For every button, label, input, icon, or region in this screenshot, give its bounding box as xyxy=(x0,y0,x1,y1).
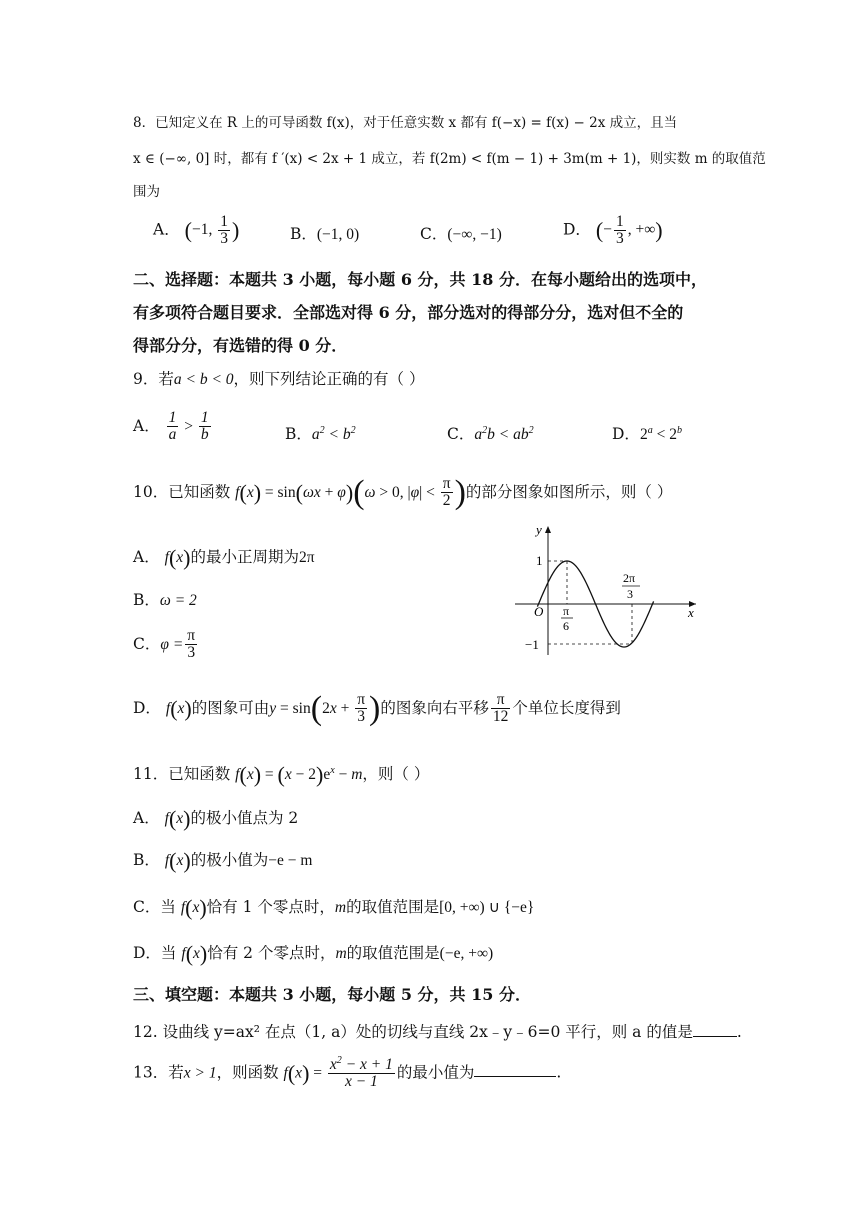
q9-option-b-label: B． xyxy=(285,425,312,443)
tick-2pi3-num: 2π xyxy=(623,571,636,585)
q11-option-c-value: [0, +∞) ∪ {−e} xyxy=(439,899,535,916)
q8-option-d: D． (− $\frac{1}{3}$ , +∞) xyxy=(563,213,663,248)
q11-option-a: A． f(x)的极小值点为 2 xyxy=(133,806,299,831)
q10-option-c-prefix: φ = xyxy=(160,635,184,653)
q11-stem: 11．已知函数 $f(x) = (x - 2)e^x - m$，则（ ） xyxy=(133,762,430,787)
q10-option-d-text2: 的图象向右平移 xyxy=(380,698,489,717)
q10-option-b-label: B． xyxy=(133,591,160,609)
q10-option-c: C．φ = $\frac{\pi}{3}$ xyxy=(133,627,196,662)
q8-line3: 围为 xyxy=(133,184,160,200)
q10-option-a-value: 2π xyxy=(299,549,315,566)
q12-answer-blank xyxy=(693,1036,737,1037)
q10-option-d-text3: 个单位长度得到 xyxy=(512,698,621,717)
tick-pi6-den: 6 xyxy=(563,619,569,633)
q9-option-c-label: C． xyxy=(447,425,475,443)
q9-option-d: D．$2^a < 2^b$ xyxy=(612,424,682,443)
q13-cond: x > 1 xyxy=(183,1064,217,1082)
tick-pi6-num: π xyxy=(563,604,570,618)
q8-option-b-value: (−1, 0) xyxy=(316,226,360,243)
q9-option-a: A． $\frac{1}{a}$ > $\frac{1}{b}$ xyxy=(133,409,209,444)
q13-prefix: 13．若 xyxy=(133,1063,184,1082)
q9-option-b: B．$a^2 < b^2$ xyxy=(285,424,356,443)
q11-option-d-text: 恰有 2 个零点时， xyxy=(207,944,336,962)
q10-option-a-text: 的最小正周期为 xyxy=(190,548,300,566)
q11-option-d-label: D．当 xyxy=(133,944,177,962)
q11-option-d: D．当 f(x)恰有 2 个零点时，m的取值范围是(−e, +∞) xyxy=(133,941,494,966)
q10-option-a-label: A． xyxy=(133,548,160,566)
q8-option-c-label: C． xyxy=(420,225,448,243)
q11-option-b-label: B． xyxy=(133,851,160,869)
q10-option-a: A． f(x)的最小正周期为2π xyxy=(133,545,315,570)
q11-option-c-text2: 的取值范围是 xyxy=(346,898,440,916)
q8-option-b-label: B． xyxy=(290,225,317,243)
section3-title: 三、填空题：本题共 3 小题，每小题 5 分，共 15 分． xyxy=(133,985,531,1004)
q11-option-b-text: 的极小值为 xyxy=(190,851,269,869)
q11-option-b: B． f(x)的极小值为−e − m xyxy=(133,848,313,873)
q12-text: 12. 设曲线 y=ax² 在点（1, a）处的切线与直线 2x﹣y﹣6=0 平行，则 a 的值是 xyxy=(133,1023,693,1041)
q11-option-b-value: −e − m xyxy=(268,852,313,869)
q11-option-a-label: A． xyxy=(133,809,160,827)
q8-line1: 8．已知定义在 R 上的可导函数 f(x)，对于任意实数 x 都有 f(−x) = f(x) − 2x 成立，且当 xyxy=(133,115,678,131)
q10-option-b-value: ω = 2 xyxy=(159,592,197,609)
q13-suffix: 的最小值为 xyxy=(396,1063,475,1082)
origin-label: O xyxy=(534,604,544,619)
q10-option-d-label: D． xyxy=(133,698,161,717)
q11-option-d-value: (−e, +∞) xyxy=(439,945,494,962)
q8-option-a-label: A． xyxy=(153,220,180,239)
q10-option-b xyxy=(133,588,197,610)
q8-option-d-label: D． xyxy=(563,220,591,239)
q9-option-a-label: A． xyxy=(133,416,160,435)
tick-neg1-label: −1 xyxy=(525,637,539,652)
section2-line1: 二、选择题：本题共 3 小题，每小题 6 分，共 18 分．在每小题给出的选项中， xyxy=(133,270,707,289)
q9-stem-suffix: ，则下列结论正确的有（ ） xyxy=(233,370,425,388)
q13-stem: 13．若x > 1，则函数 f(x) = $\frac{x^2 - x + 1}{x - 1}$ 的最小值为 . xyxy=(133,1055,562,1091)
q11-option-c-text: 恰有 1 个零点时， xyxy=(206,898,335,916)
q11-stem-prefix: 11．已知函数 xyxy=(133,765,231,783)
q11-option-c: C．当 f(x)恰有 1 个零点时，m的取值范围是[0, +∞) ∪ {−e} xyxy=(133,895,535,920)
y-axis-arrow xyxy=(545,526,551,533)
q10-stem-suffix: 的部分图象如图所示，则（ ） xyxy=(465,482,673,501)
q11-option-a-text: 的极小值点为 2 xyxy=(190,809,299,827)
q8-option-c xyxy=(420,222,502,244)
q12-stem xyxy=(133,1021,742,1043)
q10-sine-graph xyxy=(510,522,700,657)
q8-option-a-value: −1, $\frac{1}{3}$ xyxy=(191,213,228,248)
q10-option-d-text1: 的图象可由 xyxy=(191,698,270,717)
q10-option-d: D． f(x)的图象可由y = sin(2x + $\frac{\pi}{3}$ )的图象向右平移 $\frac{\pi}{12}$ 个单位长度得到 xyxy=(133,689,621,727)
tick-2pi3-den: 3 xyxy=(627,587,633,601)
q13-mid: ，则函数 xyxy=(216,1063,279,1082)
q10-option-c-label: C． xyxy=(133,634,161,653)
q8-option-c-value: (−∞, −1) xyxy=(447,226,502,243)
y-axis-label: y xyxy=(536,522,542,537)
q10-stem: 10．已知函数 f(x) = sin(ωx + φ)(ω > 0, |φ| < $\frac{\pi}{2}$ )的部分图象如图所示，则（ ） xyxy=(133,473,673,511)
q12-end: . xyxy=(736,1023,742,1041)
q8-option-b xyxy=(290,222,359,244)
tick-1-label: 1 xyxy=(536,553,543,568)
q13-answer-blank xyxy=(474,1076,556,1077)
q9-stem-prefix: 9．若 xyxy=(133,370,174,388)
q11-option-c-label: C．当 xyxy=(133,898,176,916)
q9-option-c: C．$a^2b < ab^2$ xyxy=(447,424,534,443)
q8-option-a: A． (−1, $\frac{1}{3}$ ) xyxy=(153,213,240,248)
q11-option-d-text2: 的取值范围是 xyxy=(346,944,440,962)
q9-option-d-label: D． xyxy=(612,425,640,443)
q10-stem-prefix: 10．已知函数 xyxy=(133,482,231,501)
q11-stem-suffix: ，则（ ） xyxy=(362,765,430,783)
q8-line2: x ∈ (−∞, 0] 时，都有 f ′(x) < 2x + 1 成立，若 f(2m) < f(m − 1) + 3m(m + 1)，则实数 m 的取值范 xyxy=(133,151,766,167)
q13-end: . xyxy=(556,1063,562,1082)
q8-option-d-value: − $\frac{1}{3}$ , +∞ xyxy=(603,213,656,248)
q9-stem-math: a < b < 0 xyxy=(173,371,234,388)
q9-stem xyxy=(133,368,424,391)
section2-line2: 有多项符合题目要求．全部选对得 6 分，部分选对的得部分分，选对但不全的 xyxy=(133,303,684,322)
section2-line3: 得部分分，有选错的得 0 分． xyxy=(133,336,348,355)
x-axis-label: x xyxy=(688,605,694,620)
